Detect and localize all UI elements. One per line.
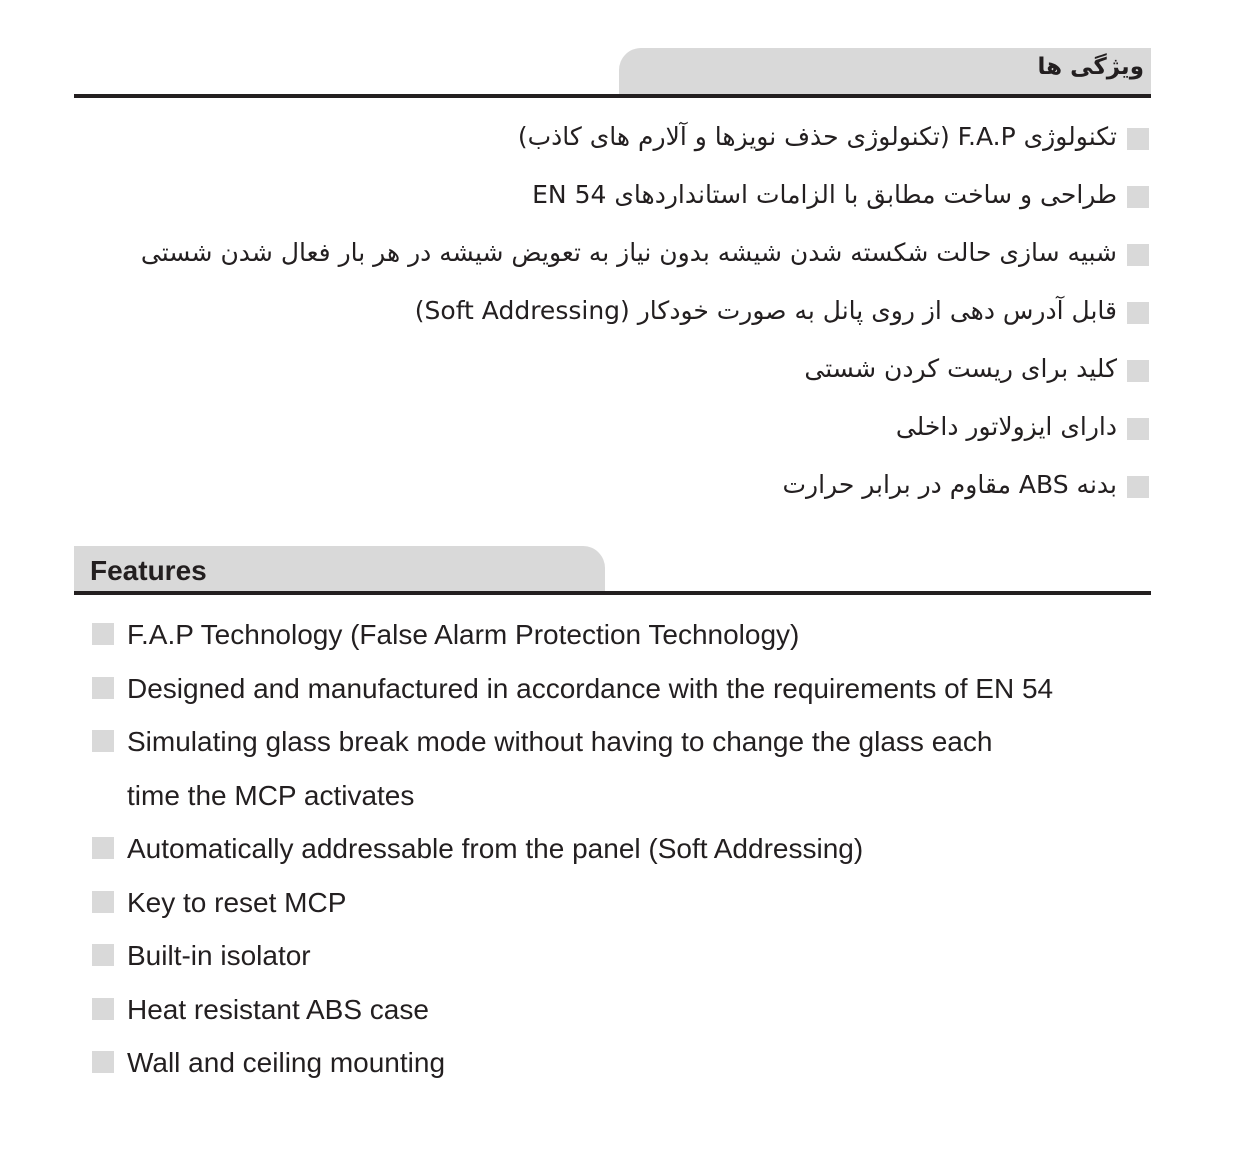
persian-feature-item bbox=[141, 284, 1149, 342]
square-bullet-icon bbox=[92, 891, 114, 913]
square-bullet-icon bbox=[92, 677, 114, 699]
square-bullet-icon bbox=[92, 944, 114, 966]
persian-section-divider bbox=[74, 94, 1151, 98]
persian-features-list bbox=[141, 110, 1149, 516]
english-section-heading: Features bbox=[90, 555, 207, 586]
english-feature-text: Heat resistant ABS case bbox=[127, 993, 429, 1025]
english-feature-item bbox=[92, 822, 1152, 876]
square-bullet-icon bbox=[1127, 186, 1149, 208]
square-bullet-icon bbox=[92, 837, 114, 859]
square-bullet-icon bbox=[92, 730, 114, 752]
persian-feature-text: تکنولوژی F.A.P (تکنولوژی حذف نویزها و آلارم های کاذب) bbox=[517, 122, 1117, 151]
square-bullet-icon bbox=[1127, 244, 1149, 266]
english-feature-item bbox=[92, 1036, 1152, 1090]
persian-feature-item bbox=[141, 110, 1149, 168]
square-bullet-icon bbox=[92, 1051, 114, 1073]
persian-feature-text: طراحی و ساخت مطابق با الزامات استانداردهای EN 54 bbox=[532, 180, 1117, 209]
persian-feature-text: شبیه سازی حالت شکسته شدن شیشه بدون نیاز به تعویض شیشه در هر بار فعال شدن شستی bbox=[140, 238, 1117, 267]
persian-feature-text: کلید برای ریست کردن شستی bbox=[804, 354, 1117, 383]
english-feature-text: Key to reset MCP bbox=[127, 886, 347, 918]
persian-feature-text: بدنه ABS مقاوم در برابر حرارت bbox=[782, 470, 1117, 499]
square-bullet-icon bbox=[1127, 128, 1149, 150]
square-bullet-icon bbox=[1127, 418, 1149, 440]
english-feature-text: Designed and manufactured in accordance with the requirements of EN 54 bbox=[127, 672, 1054, 704]
english-feature-item bbox=[92, 983, 1152, 1037]
english-section-divider bbox=[74, 591, 1151, 595]
persian-feature-item bbox=[141, 400, 1149, 458]
english-feature-item bbox=[92, 662, 1152, 716]
english-feature-text: F.A.P Technology (False Alarm Protection Technology) bbox=[127, 619, 800, 650]
square-bullet-icon bbox=[92, 623, 114, 645]
persian-section-heading: ویژگی ها bbox=[1037, 54, 1144, 80]
english-feature-item bbox=[92, 715, 1152, 822]
persian-feature-text: دارای ایزولاتور داخلی bbox=[895, 412, 1117, 441]
square-bullet-icon bbox=[1127, 360, 1149, 382]
square-bullet-icon bbox=[1127, 302, 1149, 324]
english-feature-text: Simulating glass break mode without having to change the glass each bbox=[127, 726, 993, 757]
english-feature-text: Built-in isolator bbox=[127, 940, 311, 971]
persian-feature-item bbox=[141, 458, 1149, 516]
english-feature-item bbox=[92, 876, 1152, 930]
square-bullet-icon bbox=[92, 998, 114, 1020]
persian-feature-item bbox=[141, 168, 1149, 226]
english-feature-text: Automatically addressable from the panel (Soft Addressing) bbox=[127, 833, 864, 864]
english-feature-item bbox=[92, 608, 1152, 662]
english-feature-text: Wall and ceiling mounting bbox=[127, 1047, 446, 1078]
english-features-list bbox=[92, 608, 1152, 1090]
english-feature-item bbox=[92, 929, 1152, 983]
english-feature-text-continuation: time the MCP activates bbox=[127, 779, 415, 811]
persian-feature-item bbox=[141, 226, 1149, 284]
persian-feature-item bbox=[141, 342, 1149, 400]
square-bullet-icon bbox=[1127, 476, 1149, 498]
persian-feature-text: قابل آدرس دهی از روی پانل به صورت خودکار (Soft Addressing) bbox=[414, 296, 1117, 325]
